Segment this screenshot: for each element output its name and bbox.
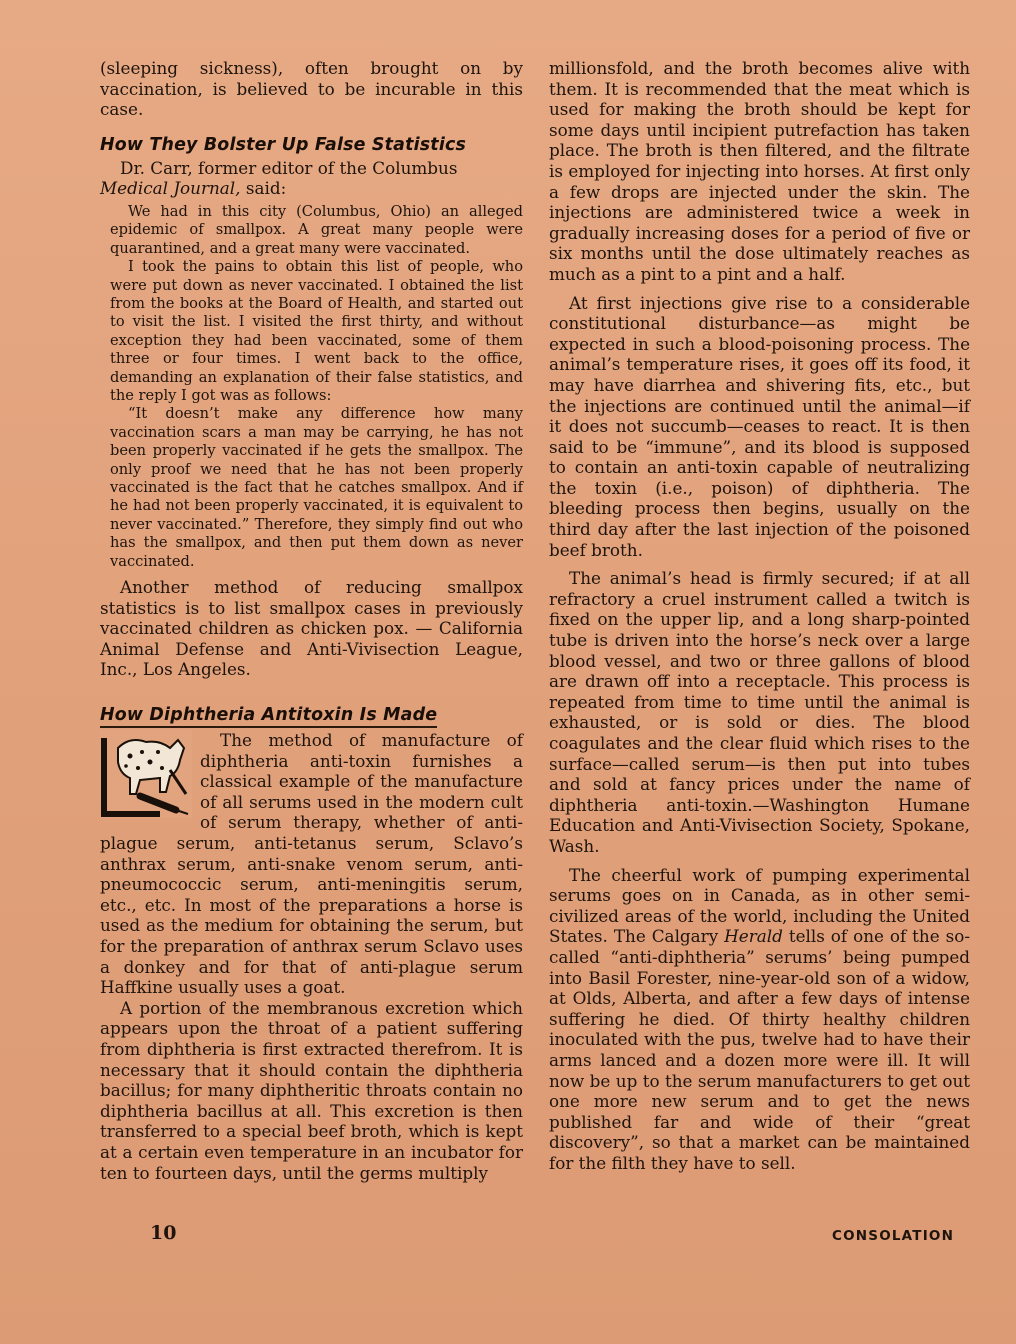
carr-intro-text: Dr. Carr, former editor of the Columbus <box>120 157 458 178</box>
horse-illustration <box>100 730 192 818</box>
quote-paragraph-2: I took the pains to obtain this list of people, who were put down as never vaccinated. I obtained the list from the books at the Board of Health, and started out to visit the list. I visited the first thirty, and without exception they had been vaccinated, some of them three or four times. I went back to the office, demanding an explanation of their false statistics, and the reply I got was as follows: <box>110 258 523 405</box>
left-column <box>100 58 523 1183</box>
diphtheria-paragraph-2: A portion of the membranous excretion which appears upon the throat of a patient suffering from diphtheria is first extracted therefrom. It is necessary that it should contain the diphtheria bacillus; for many diphtheritic throats contain no diphtheria bacillus at all. This excretion is then transferred to a special beef broth, which is kept at a certain even temperature in an incubator for ten to fourteen days, until the germs multiply <box>100 997 523 1183</box>
herald-name: Herald <box>724 926 783 947</box>
heading-false-statistics: How They Bolster Up False Statistics <box>100 134 467 155</box>
carry-over-paragraph: (sleeping sickness), often brought on by vaccination, is believed to be incurable in this case. <box>100 58 523 120</box>
right-paragraph-1: millionsfold, and the broth becomes alive with them. It is recommended that the meat which is used for making the broth should be kept for some days until incipient putrefaction has taken place. The broth is then filtered, and the filtrate is employed for injecting into horses. At first only a few drops are injected under the skin. The injections are administered twice a week in gradually increasing doses for a period of five or six months until the dose ultimately reaches as much as a pint to a pint and a half. <box>549 58 970 284</box>
page-number: 10 <box>150 1222 177 1244</box>
carr-intro-said: said: <box>245 178 287 199</box>
carr-intro-paragraph <box>100 158 523 199</box>
calgary-text: The cheerful work of pumping experimental serums goes on in Canada, as in other semi-civilized areas of the world, including the United States. The Calgary <box>549 864 970 947</box>
right-paragraph-2: At first injections give rise to a considerable constitutional disturbance—as might be expected in such a blood-poisoning process. The animal’s temperature rises, it goes off its food, it may have diarrhea and shivering fits, etc., but the injections are continued until the animal—if it does not succumb—ceases to react. It is then said to be “immune”, and its blood is supposed to contain an anti-toxin capable of neutralizing the toxin (i.e., poison) of diphtheria. The bleeding process then begins, usually on the third day after the last injection of the poisoned beef broth. <box>549 292 970 560</box>
calgary-text-rest: tells of one of the so-called “anti-diphtheria” serums’ being pumped into Basil Forester, nine-year-old son of a widow, at Olds, Alberta, and after a few days of intense suffering he died. Of thirty healthy children inoculated with the pus, twelve had to have their arms lanced and a dozen more were ill. It will now be up to the serum manufacturers to get out one more new serum and to get the news published far and wide of their “great discovery”, so that a market can be maintained for the filth they have to sell. <box>549 926 970 1173</box>
quote-paragraph-3: “It doesn’t make any difference how many vaccination scars a man may be carrying, he has not been properly vaccinated if he gets the smallpox. The only proof we need that he has not been properly vaccinated is the fact that he catches smallpox. And if he had not been properly vaccinated, it is equivalent to never vaccinated.” Therefore, they simply find out who has the smallpox, and then put them down as never vaccinated. <box>110 405 523 570</box>
right-paragraph-3: The animal’s head is firmly secured; if at all refractory a cruel instrument called a twitch is fixed on the upper lip, and a long sharp-pointed tube is driven into the horse’s neck over a large blood vessel, and two or three gallons of blood are drawn off into a receptacle. This process is repeated from time to time until the animal is exhausted, or is sold or dies. The blood coagulates and the clear fluid which rises to the surface—called serum—is then put into tubes and sold at fancy prices under the name of diphtheria anti-toxin.—Washington Humane Education and Anti-Vivisection Society, Spokane, Wash. <box>549 568 970 856</box>
right-paragraph-4 <box>549 865 970 1174</box>
right-column <box>549 58 970 1173</box>
smallpox-method-paragraph: Another method of reducing smallpox statistics is to list smallpox cases in previously vaccinated children as chicken pox. — California Animal Defense and Anti-Vivisection League, Inc., Los Angeles. <box>100 577 523 680</box>
diphtheria-section-body <box>100 730 523 1183</box>
heading-diphtheria-antitoxin: How Diphtheria Antitoxin Is Made <box>100 704 437 728</box>
diphtheria-paragraph-1: The method of manufacture of diphtheria anti-toxin furnishes a classical example of the manufacture of all serums used in the modern cult of serum therapy, whether of anti-plague serum, anti-tetanus serum, Sclavo’s anthrax serum, anti-snake venom serum, anti-pneumococcic serum, anti-meningitis serum, etc., etc. In most of the preparations a horse is used as the medium for obtaining the serum, but for the preparation of anthrax serum Sclavo uses a donkey and for that of anti-plague serum Haffkine usually uses a goat. <box>100 730 523 998</box>
journal-name: Medical Journal, <box>100 178 241 199</box>
running-title: CONSOLATION <box>832 1228 955 1244</box>
quote-paragraph-1: We had in this city (Columbus, Ohio) an alleged epidemic of smallpox. A great many people were quarantined, and a great many were vaccinated. <box>110 202 523 257</box>
